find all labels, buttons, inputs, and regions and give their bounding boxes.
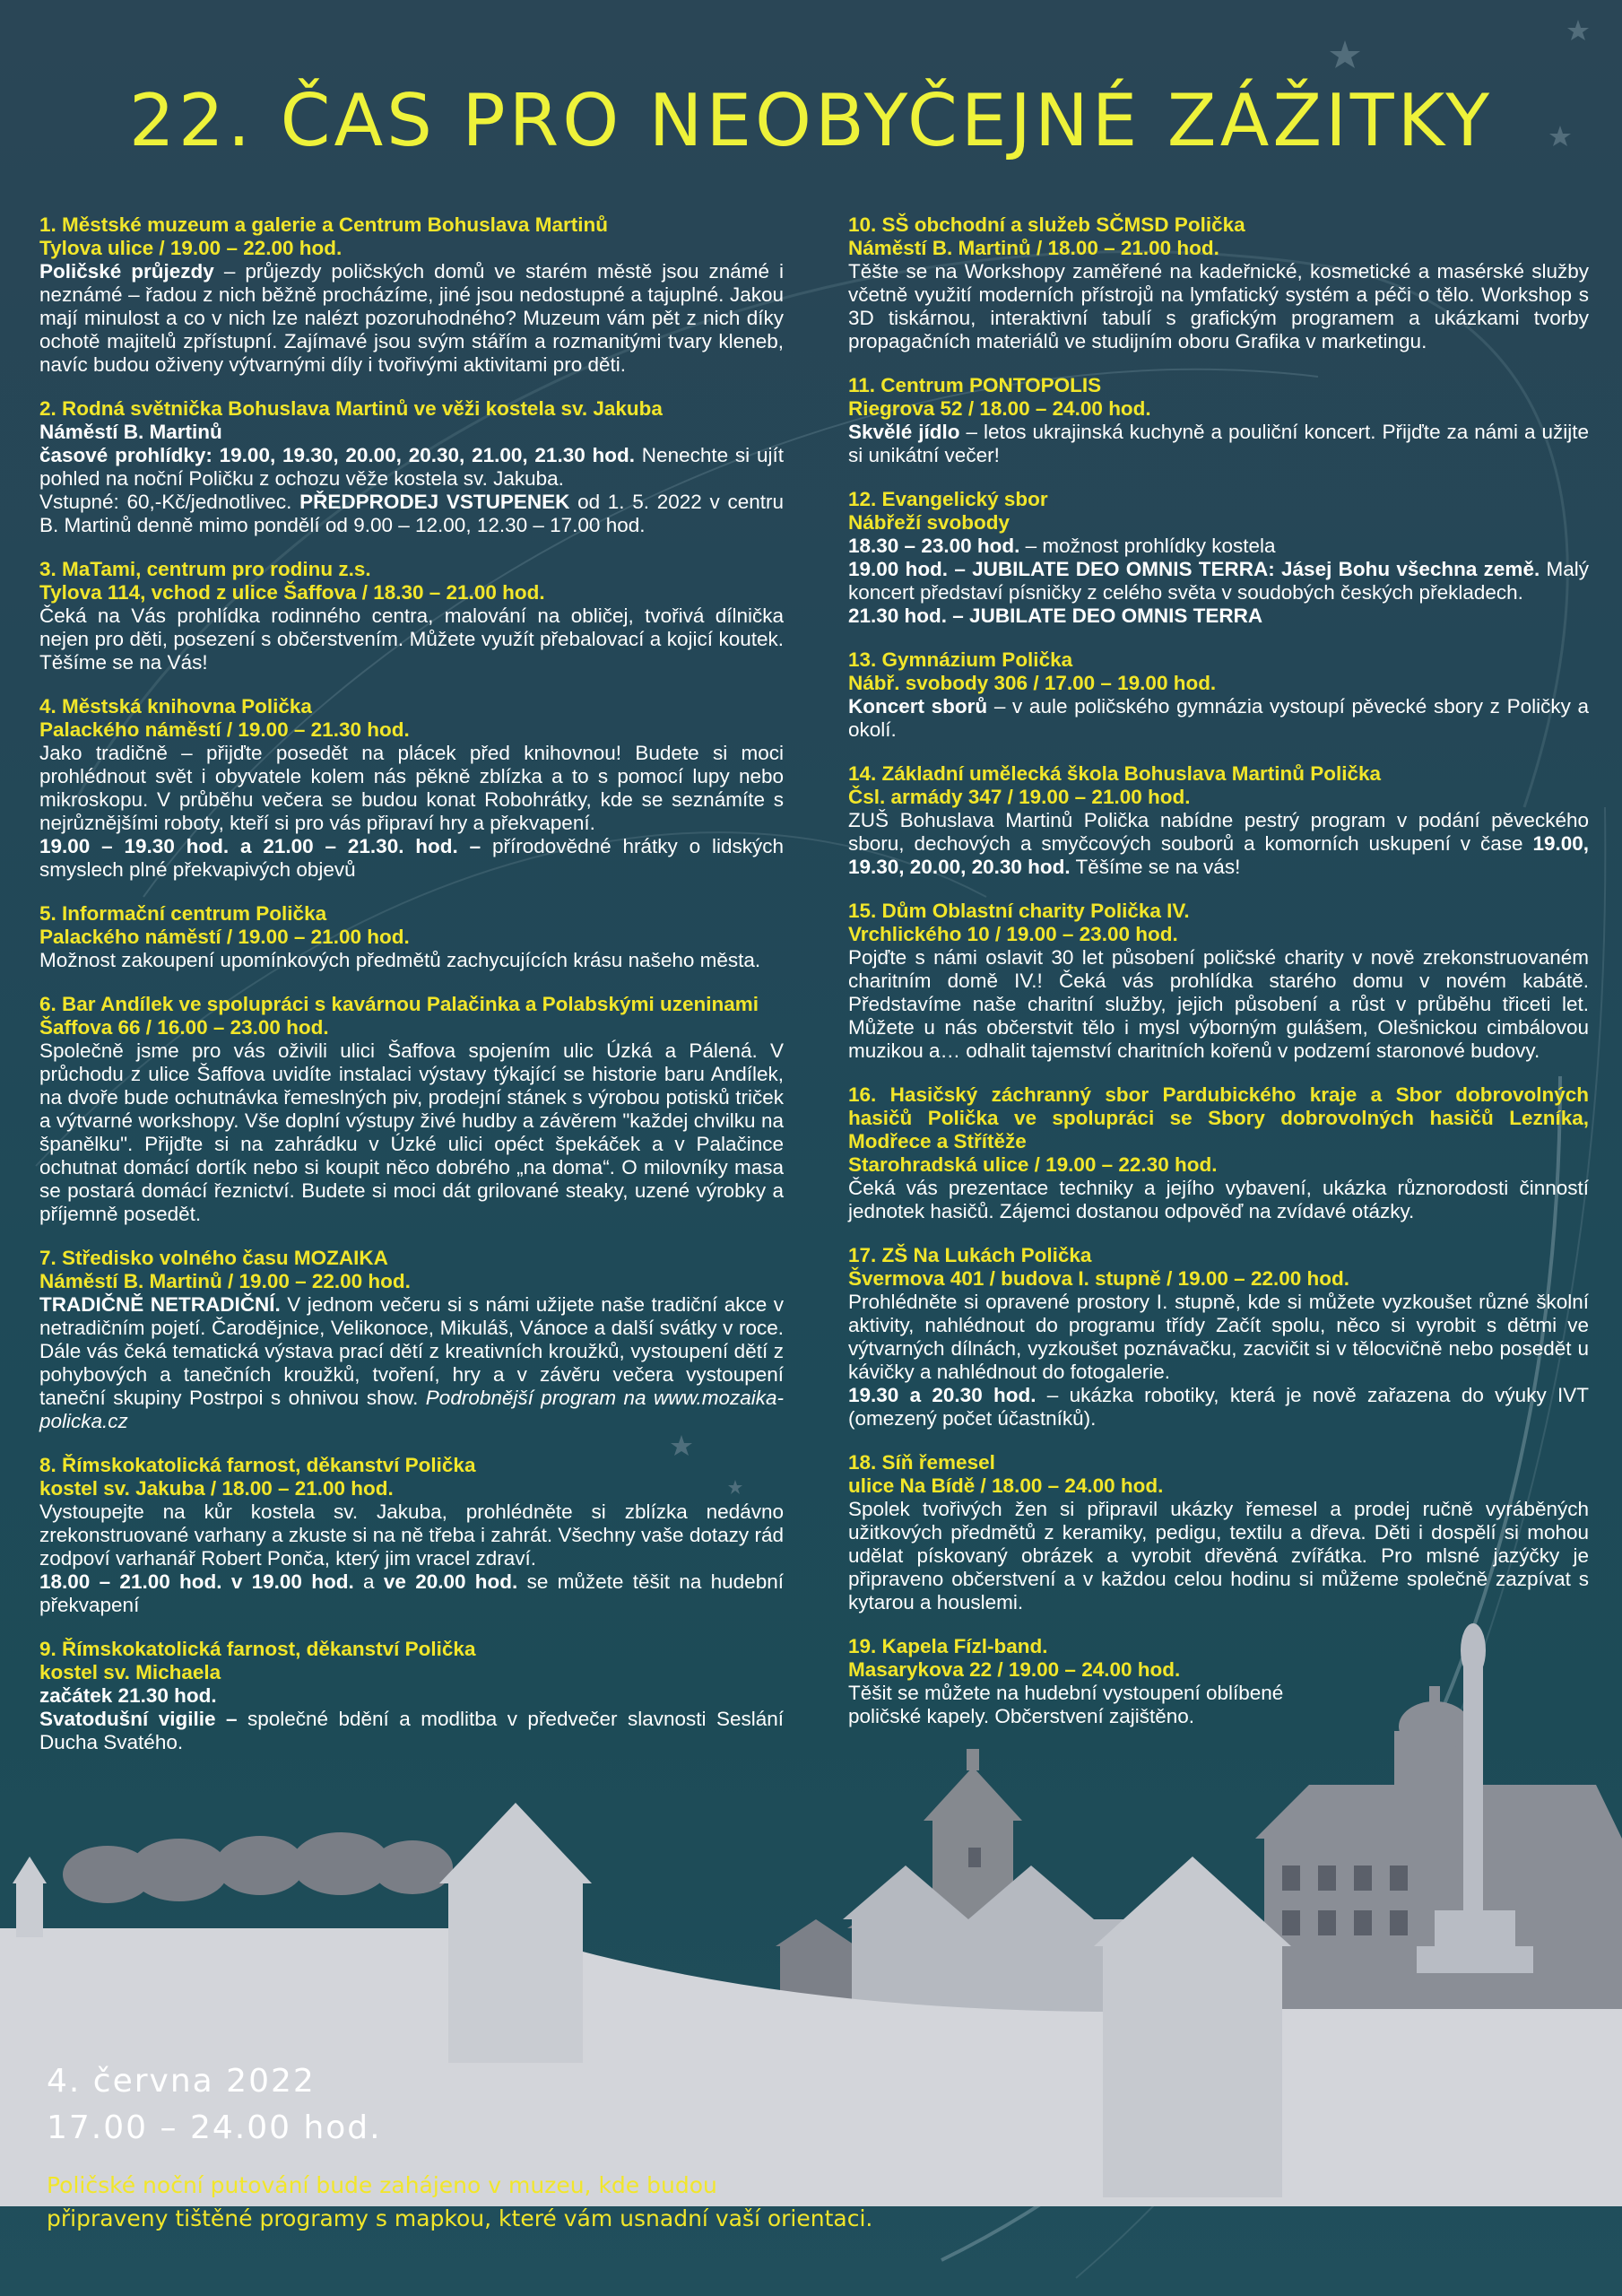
item-heading: 11. Centrum PONTOPOLIS (848, 374, 1102, 396)
item-venue-time: Vrchlického 10 / 19.00 – 23.00 hod. (848, 923, 1178, 945)
footer-note (47, 2169, 1033, 2235)
program-link[interactable]: Podrobnější program na www.mozaika-policka.cz (39, 1387, 784, 1432)
item-description: Těšit se můžete na hudební vystoupení oblíbené (848, 1682, 1284, 1704)
item-description: Svatodušní vigilie – společné bdění a modlitba v předvečer slavnosti Seslání Ducha Svatého. (39, 1708, 784, 1753)
item-heading: 8. Římskokatolická farnost, děkanství Polička (39, 1454, 476, 1476)
item-venue: Náměstí B. Martinů (39, 421, 222, 443)
item-heading: 17. ZŠ Na Lukách Polička (848, 1244, 1092, 1266)
program-item-1 (39, 213, 784, 377)
program-item-15 (848, 900, 1589, 1063)
item-description: 18.30 – 23.00 hod. – možnost prohlídky kostela (848, 535, 1276, 557)
item-venue-time: Starohradská ulice / 19.00 – 22.30 hod. (848, 1153, 1218, 1176)
item-venue: kostel sv. Michaela (39, 1661, 221, 1683)
item-heading: 6. Bar Andílek ve spolupráci s kavárnou Palačinka a Polabskými uzeninami (39, 993, 759, 1015)
item-venue-time: Čsl. armády 347 / 19.00 – 21.00 hod. (848, 786, 1191, 808)
item-description: TRADIČNĚ NETRADIČNÍ. V jednom večeru si s námi užijete naše tradiční akce v netradičním pojetí. Čarodějnice, Velikonoce, Mikuláš, Vánoce a další svátky v roce. Dále vás čeká tematická výstava prací dětí z kreativních kroužků, vystoupení dětí z pohybových a tanečních kroužků, tvoření, hry a v závěru večera vystoupení taneční skupiny Postrpoi s ohnivou show. Podrobnější program na www.mozaika-policka.cz (39, 1293, 784, 1432)
item-venue-time: Palackého náměstí / 19.00 – 21.30 hod. (39, 718, 410, 741)
item-venue-time: Masarykova 22 / 19.00 – 24.00 hod. (848, 1658, 1181, 1681)
item-description: Těšte se na Workshopy zaměřené na kadeřnické, kosmetické a masérské služby včetně využití moderních přístrojů na lymfatický systém a péči o tělo. Workshop s 3D tiskárnou, interaktivní tabulí s grafickým programem a ukázkami tvorby propagačních materiálů ve studijním oboru Grafika v marketingu. (848, 260, 1589, 352)
item-description-extra: 19.00 – 19.30 hod. a 21.00 – 21.30. hod. – přírodovědné hrátky o lidských smyslech plné překvapivých objevů (39, 835, 784, 881)
item-heading: 19. Kapela Fízl-band. (848, 1635, 1048, 1657)
program-item-11 (848, 374, 1589, 467)
item-description: Společně jsme pro vás oživili ulici Šaffova spojením ulic Úzká a Pálená. V průchodu z ulice Šaffova uvidíte instalaci výstavy týkající se historie baru Andílek, na dvoře bude ochutnávka řemeslných piv, prodejní stánek s výrobou potisků triček a výtvarné workshopy. Vše doplní výstupy živé hudby a závěrem "každej chvilku na španělku". Přijďte si na zahrádku v Úzké ulici opéct špekáček a v Palačince ochutnat domácí dortík nebo si koupit něco dobrého „na doma“. O milovníky masa se postará domácí řeznictví. Budete si moci dát grilované steaky, uzené výrobky a příjemně posedět. (39, 1039, 784, 1225)
item-description: Pojďte s námi oslavit 30 let působení poličské charity v nově zrekonstruovaném charitním domě IV.! Čeká vás prohlídka starého domu v novém kabátě. Představíme naše charitní služby, jejich působení a růst v průběhu třiceti let. Můžete u nás občerstvit tělo i mysl výborným gulášem, Olešnickou cimbálovou muzikou a… odhalit tajemství charitních kořenů v podzemí staronové budovy. (848, 946, 1589, 1062)
page-title: 22. ČAS PRO NEOBYČEJNÉ ZÁŽITKY (128, 79, 1494, 162)
item-ticket-info: Vstupné: 60,-Kč/jednotlivec. PŘEDPRODEJ VSTUPENEK od 1. 5. 2022 v centru B. Martinů denně mimo pondělí od 9.00 – 12.00, 12.30 – 17.00 hod. (39, 491, 784, 536)
program-item-3 (39, 558, 784, 674)
item-description: poličské kapely. Občerstvení zajištěno. (848, 1705, 1195, 1727)
item-heading: 1. Městské muzeum a galerie a Centrum Bohuslava Martinů (39, 213, 608, 236)
item-description: Možnost zakoupení upomínkových předmětů zachycujících krásu našeho města. (39, 949, 761, 971)
item-venue-time: Tylova ulice / 19.00 – 22.00 hod. (39, 237, 343, 259)
event-date: 4. června 2022 (47, 2063, 316, 2100)
item-heading: 4. Městská knihovna Polička (39, 695, 312, 718)
item-heading: 7. Středisko volného času MOZAIKA (39, 1247, 388, 1269)
item-heading: 14. Základní umělecká škola Bohuslava Martinů Polička (848, 762, 1381, 785)
item-heading: 10. SŠ obchodní a služeb SČMSD Polička (848, 213, 1245, 236)
trees-illustration (63, 1832, 453, 1903)
program-item-6 (39, 993, 784, 1226)
item-description: Vystoupejte na kůr kostela sv. Jakuba, prohlédněte si zblízka nedávno zrekonstruované varhany a zkuste si na ně třeba i zahrát. Všechny vaše dotazy rád zodpoví varhanář Robert Ponča, který jim vracel zdraví. (39, 1500, 784, 1570)
item-heading: 16. Hasičský záchranný sbor Pardubického kraje a Sbor dobrovolných hasičů Polička ve spolupráci se Sbory dobrovolných hasičů Lezníka, Modřece a Střítěže (848, 1083, 1589, 1152)
program-item-4 (39, 695, 784, 882)
program-item-10 (848, 213, 1589, 353)
footer-note-line: připraveny tištěné programy s mapkou, které vám usnadní vaší orientaci. (47, 2205, 873, 2231)
item-venue: Nábřeží svobody (848, 511, 1010, 534)
program-item-16 (848, 1083, 1589, 1223)
event-time: 17.00 – 24.00 hod. (47, 2109, 382, 2146)
item-venue-time: ulice Na Bídě / 18.00 – 24.00 hod. (848, 1474, 1164, 1497)
program-item-5 (39, 902, 784, 972)
item-description-extra: 19.00 hod. – JUBILATE DEO OMNIS TERRA: Jásej Bohu všechna země. Malý koncert představí písničky z celého světa v soudobých českých překladech. (848, 558, 1589, 604)
item-venue-time: Nábř. svobody 306 / 17.00 – 19.00 hod. (848, 672, 1217, 694)
item-venue-time: Riegrova 52 / 18.00 – 24.00 hod. (848, 397, 1151, 420)
item-heading: 9. Římskokatolická farnost, děkanství Polička (39, 1638, 476, 1660)
item-venue-time: Tylova 114, vchod z ulice Šaffova / 18.30 – 21.00 hod. (39, 581, 545, 604)
item-venue-time: kostel sv. Jakuba / 18.00 – 21.00 hod. (39, 1477, 394, 1500)
item-heading: 5. Informační centrum Polička (39, 902, 327, 925)
item-description: Čeká vás prezentace techniky a jejího vybavení, ukázka různorodosti činností jednotek hasičů. Zájemci dostanou odpověď na zvídavé otázky. (848, 1177, 1589, 1222)
item-description: Čeká na Vás prohlídka rodinného centra, malování na obličej, tvořivá dílnička nejen pro děti, posezení s občerstvením. Můžete využít přebalovací a kojicí koutek. Těšíme se na Vás! (39, 604, 784, 674)
item-description: Koncert sborů – v aule poličského gymnázia vystoupí pěvecké sbory z Poličky a okolí. (848, 695, 1590, 741)
item-description: ZUŠ Bohuslava Martinů Polička nabídne pestrý program v podání pěveckého sboru, dechových a smyčcových souborů a komorních uskupení v čase 19.00, 19.30, 20.00, 20.30 hod. Těšíme se na vás! (848, 809, 1589, 878)
program-item-14 (848, 762, 1589, 879)
program-item-13 (848, 648, 1589, 742)
item-description: Skvělé jídlo – letos ukrajinská kuchyně a pouliční koncert. Přijďte za námi a užijte si unikátní večer! (848, 421, 1590, 466)
item-description-extra: 21.30 hod. – JUBILATE DEO OMNIS TERRA (848, 604, 1263, 627)
item-venue-time: Náměstí B. Martinů / 18.00 – 21.00 hod. (848, 237, 1219, 259)
item-venue-time: Švermova 401 / budova I. stupně / 19.00 – 22.00 hod. (848, 1267, 1349, 1290)
item-description: Poličské průjezdy – průjezdy poličských domů ve starém městě jsou známé i neznámé – řadou z nich běžně procházíme, jiné jsou nedostupné a tajuplné. Jakou mají minulost a co v nich lze nalézt pozoruhodného? Muzeum vám pět z nich díky ochotě majitelů zpřístupní. Zajímavé jsou svým stářím a rozmanitými tvary kleneb, navíc budou oživeny výtvarnými díly i tvořivými aktivitami pro děti. (39, 260, 785, 376)
item-description: Prohlédněte si opravené prostory I. stupně, kde si můžete vyzkoušet různé školní aktivity, nahlédnout do programu třídy Začít spolu, něco si vyrobit s dětmi ve výtvarných dílnách, vyzkoušet poznávačku, zacvičit si v tělocvičně nebo posedět u kávičky a nahlédnout do fotogalerie. (848, 1291, 1589, 1383)
item-description-extra: 18.00 – 21.00 hod. v 19.00 hod. a ve 20.00 hod. se můžete těšit na hudební překvapení (39, 1570, 784, 1616)
program-item-2 (39, 397, 784, 537)
item-heading: 2. Rodná světnička Bohuslava Martinů ve věži kostela sv. Jakuba (39, 397, 663, 420)
item-heading: 12. Evangelický sbor (848, 488, 1048, 510)
item-description: časové prohlídky: 19.00, 19.30, 20.00, 20.30, 21.00, 21.30 hod. Nenechte si ujít pohled na noční Poličku z ochozu věže kostela sv. Jakuba. (39, 444, 784, 490)
program-item-12 (848, 488, 1589, 628)
star-icon (1567, 20, 1589, 40)
footer-note-line: Poličské noční putování bude zahájeno v muzeu, kde budou (47, 2172, 717, 2198)
item-start-time: začátek 21.30 hod. (39, 1684, 217, 1707)
item-heading: 15. Dům Oblastní charity Polička IV. (848, 900, 1190, 922)
item-heading: 18. Síň řemesel (848, 1451, 995, 1474)
star-icon (1330, 40, 1360, 68)
item-venue-time: Náměstí B. Martinů / 19.00 – 22.00 hod. (39, 1270, 411, 1292)
item-heading: 3. MaTami, centrum pro rodinu z.s. (39, 558, 371, 580)
item-venue-time: Palackého náměstí / 19.00 – 21.00 hod. (39, 926, 410, 948)
item-description: Jako tradičně – přijďte posedět na plácek před knihovnou! Budete si moci prohlédnout svět i obyvatele kolem nás pěkně zblízka a to s pomocí lupy nebo mikroskopu. V průběhu večera se budou konat Robohrátky, kde se seznámíte s nejrůznějšími roboty, kteří si pro vás připraví hry a překvapení. (39, 742, 784, 834)
bastion-illustration (1094, 1857, 1291, 2197)
item-description-extra: 19.30 a 20.30 hod. – ukázka robotiky, která je nově zařazena do výuky IVT (omezený počet účastníků). (848, 1384, 1589, 1430)
item-venue-time: Šaffova 66 / 16.00 – 23.00 hod. (39, 1016, 329, 1039)
item-heading: 13. Gymnázium Polička (848, 648, 1073, 671)
item-description: Spolek tvořivých žen si připravil ukázky řemesel a prodej ručně vyráběných užitkových předmětů z keramiky, pedigu, textilu a dřeva. Děti i dospělí si mohou udělat pískovaný obrázek a vyrobit dřevěná zvířátka. Pro mlsné jazýčky je připraveno občerstvení a v každou celou hodinu si můžeme společně zazpívat s kytarou a houslemi. (848, 1498, 1589, 1613)
